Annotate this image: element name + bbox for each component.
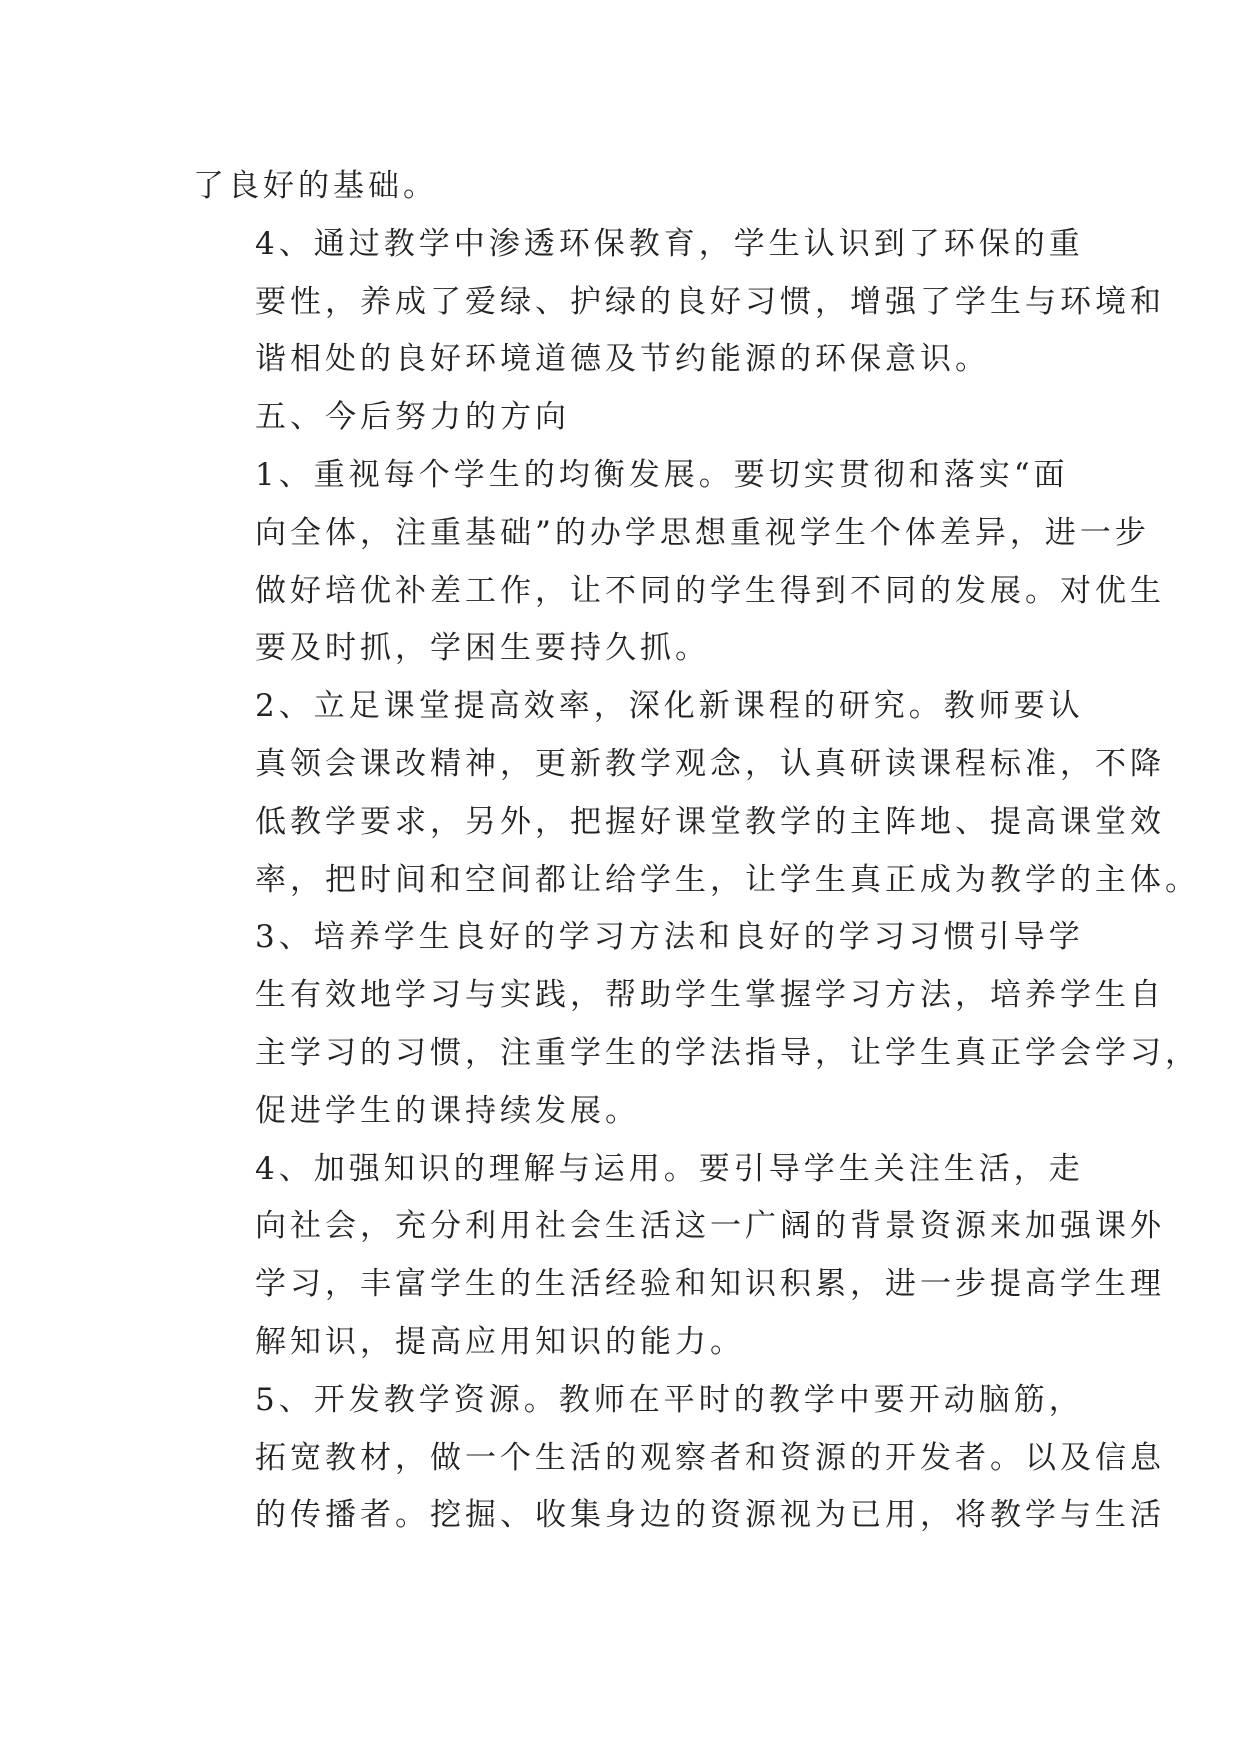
text-line: 学习，丰富学生的生活经验和知识积累，进一步提高学生理 xyxy=(255,1266,1165,1303)
text-line: 率，把时间和空间都让给学生，让学生真正成为教学的主体。 xyxy=(255,861,1200,898)
paragraph-item-1 xyxy=(193,447,1165,678)
text-line: 向社会，充分利用社会生活这一广阔的背景资源来加强课外 xyxy=(255,1208,1165,1245)
text-line: 3、培养学生良好的学习方法和良好的学习习惯引导学 xyxy=(255,919,1084,956)
document-page xyxy=(193,158,1200,1545)
section-heading-text: 五、今后努力的方向 xyxy=(255,399,570,436)
text-line: 生有效地学习与实践，帮助学生掌握学习方法，培养学生自 xyxy=(255,977,1165,1014)
text-line: 真领会课改精神，更新教学观念，认真研读课程标准，不降 xyxy=(255,745,1165,782)
paragraph-item-2 xyxy=(193,678,1200,909)
text-line: 要及时抓，学困生要持久抓。 xyxy=(255,630,710,667)
text-line: 低教学要求，另外，把握好课堂教学的主阵地、提高课堂效 xyxy=(255,803,1165,840)
text-line: 拓宽教材，做一个生活的观察者和资源的开发者。以及信息 xyxy=(255,1439,1165,1476)
text-line: 要性，养成了爱绿、护绿的良好习惯，增强了学生与环境和 xyxy=(255,283,1165,320)
text-line: 的传播者。挖掘、收集身边的资源视为已用，将教学与生活 xyxy=(255,1497,1165,1534)
text-line: 谐相处的良好环境道德及节约能源的环保意识。 xyxy=(255,341,990,378)
paragraph-continuation xyxy=(193,158,1055,216)
text-line: 4、加强知识的理解与运用。要引导学生关注生活，走 xyxy=(255,1150,1084,1187)
paragraph-item-4-environment xyxy=(193,216,1165,389)
text-line: 1、重视每个学生的均衡发展。要切实贯彻和落实“面 xyxy=(255,456,1069,493)
text-line: 4、通过教学中渗透环保教育，学生认识到了环保的重 xyxy=(255,225,1084,262)
text-line: 主学习的习惯，注重学生的学法指导，让学生真正学会学习， xyxy=(255,1034,1200,1071)
text-line: 解知识，提高应用知识的能力。 xyxy=(255,1323,745,1360)
section-heading xyxy=(193,389,1055,447)
text-line: 2、立足课堂提高效率，深化新课程的研究。教师要认 xyxy=(255,688,1084,725)
text-line: 了良好的基础。 xyxy=(193,168,438,204)
text-line: 5、开发教学资源。教师在平时的教学中要开动脑筋， xyxy=(255,1381,1084,1418)
text-line: 做好培优补差工作，让不同的学生得到不同的发展。对优生 xyxy=(255,572,1165,609)
text-line: 向全体，注重基础”的办学思想重视学生个体差异，进一步 xyxy=(255,514,1150,551)
paragraph-item-4 xyxy=(193,1141,1165,1372)
paragraph-item-5 xyxy=(193,1372,1165,1545)
paragraph-item-3 xyxy=(193,909,1200,1140)
text-line: 促进学生的课持续发展。 xyxy=(255,1092,640,1129)
